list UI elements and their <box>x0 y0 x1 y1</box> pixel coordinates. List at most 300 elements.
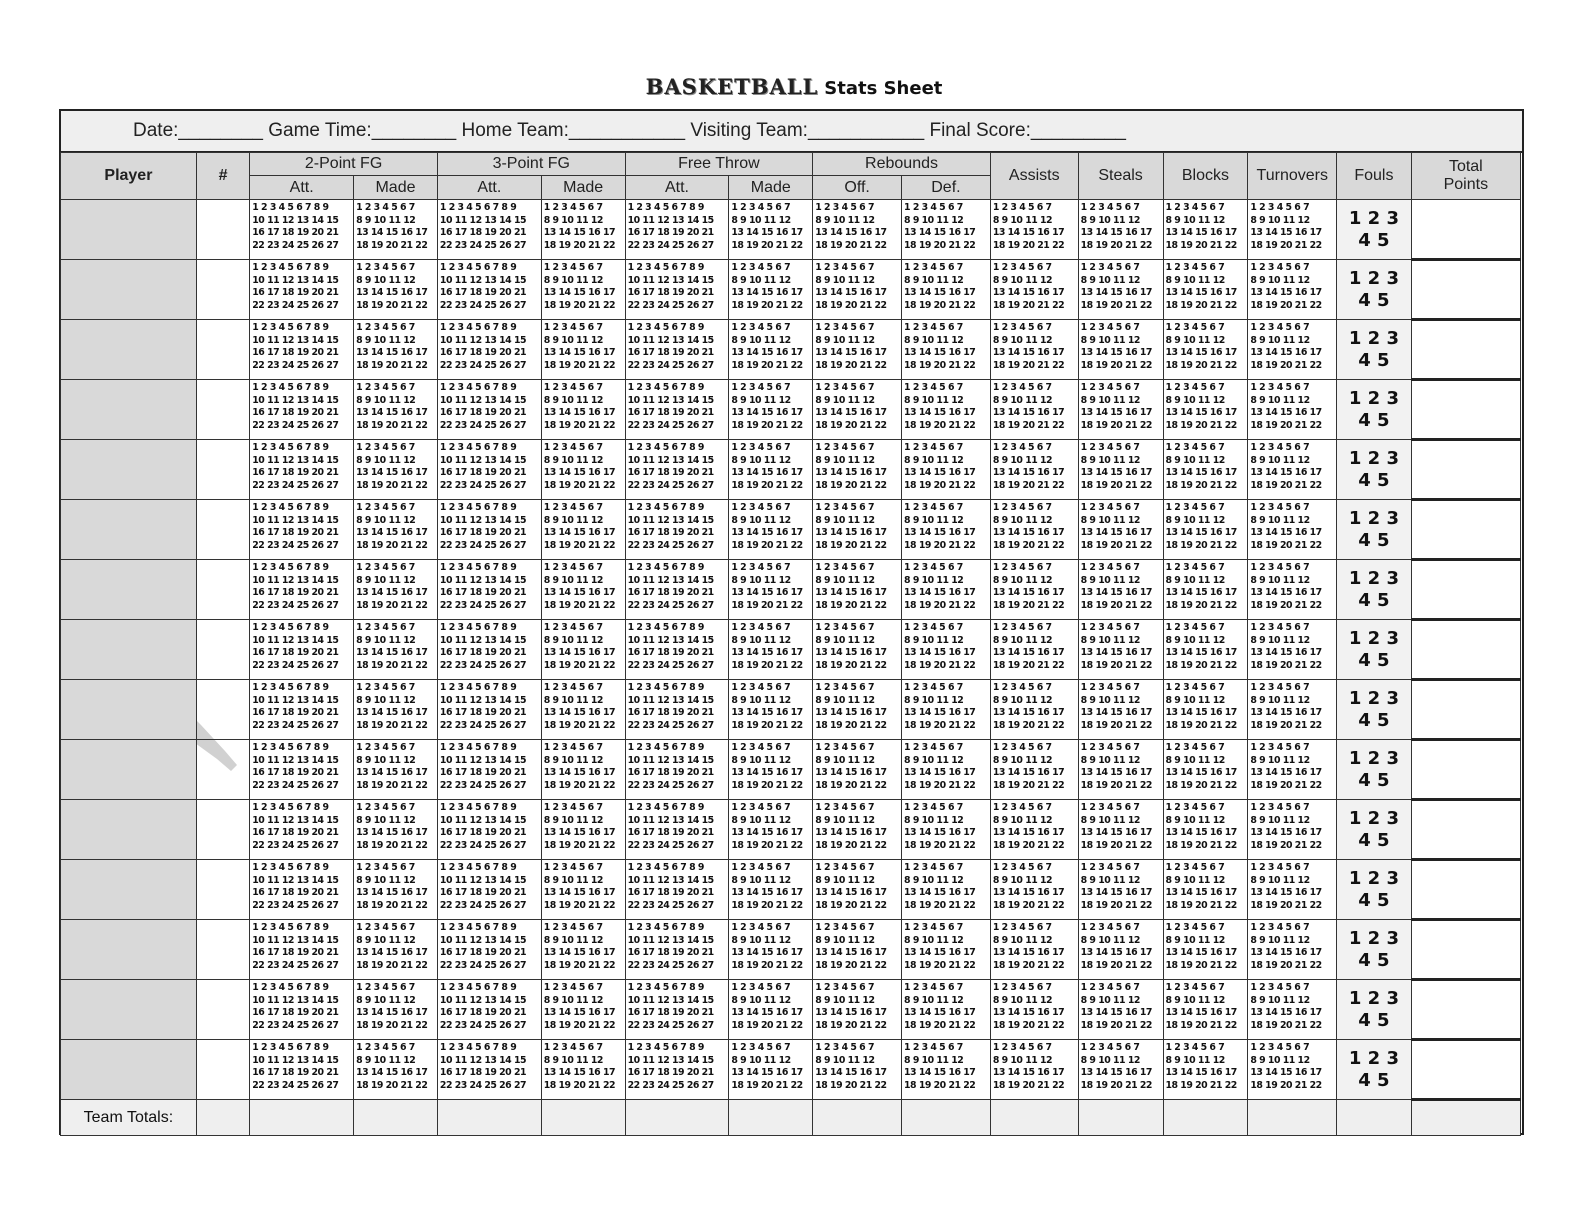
tally-made-cell[interactable] <box>1248 740 1337 800</box>
tally-made-cell[interactable] <box>541 320 625 380</box>
player-name-cell[interactable] <box>61 620 197 680</box>
tally-made-cell[interactable] <box>1078 560 1163 620</box>
tally-made-cell[interactable] <box>1248 800 1337 860</box>
tally-made-cell[interactable] <box>1248 260 1337 320</box>
tally-line: 13 14 15 16 17 <box>1165 1067 1237 1079</box>
tally-made-cell[interactable] <box>990 680 1078 740</box>
tally-made-cell[interactable] <box>813 500 902 560</box>
total-points-cell[interactable] <box>1411 500 1520 560</box>
tally-made-cell[interactable] <box>902 620 991 680</box>
tally-made-cell[interactable] <box>902 740 991 800</box>
totals-cell[interactable] <box>250 1100 354 1136</box>
tally-att-cell[interactable] <box>250 320 354 380</box>
tally-made-cell[interactable] <box>1163 860 1248 920</box>
totals-cell[interactable] <box>990 1100 1078 1136</box>
tally-made-cell[interactable] <box>354 320 438 380</box>
tally-made-cell[interactable] <box>354 680 438 740</box>
tally-made-cell[interactable] <box>354 740 438 800</box>
total-points-cell[interactable] <box>1411 380 1520 440</box>
tally-made-cell[interactable] <box>1163 680 1248 740</box>
fouls-cell[interactable] <box>1337 1040 1412 1100</box>
tally-att-cell[interactable] <box>437 920 541 980</box>
tally-made-cell[interactable] <box>902 320 991 380</box>
tally-made-cell[interactable] <box>1163 380 1248 440</box>
tally-made-cell[interactable] <box>902 260 991 320</box>
player-number-cell[interactable] <box>196 560 249 620</box>
tally-made-cell[interactable] <box>354 560 438 620</box>
tally-made-cell[interactable] <box>541 980 625 1040</box>
tally-att-cell[interactable] <box>437 740 541 800</box>
tally-att-cell[interactable] <box>625 680 729 740</box>
tally-line: 8 9 10 11 12 <box>731 1054 791 1066</box>
totals-cell[interactable] <box>437 1100 541 1136</box>
tally-att-cell[interactable] <box>250 1040 354 1100</box>
tally-line: 8 9 10 11 12 <box>1080 214 1140 226</box>
tally-att-cell[interactable] <box>625 920 729 980</box>
fouls-cell[interactable] <box>1337 740 1412 800</box>
fouls-cell[interactable] <box>1337 620 1412 680</box>
totals-cell[interactable] <box>729 1100 813 1136</box>
fouls-cell[interactable] <box>1337 800 1412 860</box>
tally-att-cell[interactable] <box>250 680 354 740</box>
tally-made-cell[interactable] <box>990 800 1078 860</box>
tally-att-cell[interactable] <box>250 260 354 320</box>
tally-line: 1 2 3 4 5 6 7 <box>1165 1042 1225 1053</box>
tally-made-cell[interactable] <box>813 320 902 380</box>
tally-made-cell[interactable] <box>729 800 813 860</box>
tally-made-cell[interactable] <box>813 1040 902 1100</box>
tally-made-cell[interactable] <box>729 260 813 320</box>
tally-made-cell[interactable] <box>729 860 813 920</box>
tally-made-cell[interactable] <box>729 440 813 500</box>
tally-made-cell[interactable] <box>813 260 902 320</box>
tally-made-cell[interactable] <box>1163 500 1248 560</box>
fouls-cell[interactable] <box>1337 200 1412 260</box>
tally-att-cell[interactable] <box>625 380 729 440</box>
tally-made-cell[interactable] <box>990 740 1078 800</box>
tally-made-cell[interactable] <box>813 860 902 920</box>
tally-line: 1 2 3 4 5 6 7 <box>815 922 874 933</box>
tally-made-cell[interactable] <box>902 1040 991 1100</box>
tally-line: 13 14 15 16 17 <box>904 887 976 899</box>
tally-made-cell[interactable] <box>1078 260 1163 320</box>
tally-made-cell[interactable] <box>990 980 1078 1040</box>
tally-made-cell[interactable] <box>541 740 625 800</box>
tally-att-cell[interactable] <box>625 740 729 800</box>
tally-made-cell[interactable] <box>354 920 438 980</box>
tally-made-cell[interactable] <box>354 860 438 920</box>
tally-att-cell[interactable] <box>250 560 354 620</box>
tally-made-cell[interactable] <box>354 1040 438 1100</box>
tally-att-cell[interactable] <box>250 860 354 920</box>
tally-made-cell[interactable] <box>1248 860 1337 920</box>
total-points-cell[interactable] <box>1411 920 1520 980</box>
tally-made-cell[interactable] <box>1163 620 1248 680</box>
tally-line: 13 14 15 16 17 <box>356 887 428 899</box>
fouls-cell[interactable] <box>1337 500 1412 560</box>
total-points-cell[interactable] <box>1411 620 1520 680</box>
tally-att-cell[interactable] <box>625 860 729 920</box>
tally-made-cell[interactable] <box>541 440 625 500</box>
tally-made-cell[interactable] <box>729 920 813 980</box>
tally-made-cell[interactable] <box>1163 980 1248 1040</box>
tally-line: 1 2 3 4 5 6 7 <box>904 262 963 273</box>
fouls-cell[interactable] <box>1337 920 1412 980</box>
tally-made-cell[interactable] <box>1078 1040 1163 1100</box>
tally-line: 22 23 24 25 26 27 <box>252 659 339 671</box>
fouls-cell[interactable] <box>1337 980 1412 1040</box>
tally-made-cell[interactable] <box>1078 320 1163 380</box>
tally-made-cell[interactable] <box>354 620 438 680</box>
fouls-tally-line: 4 5 <box>1358 349 1390 371</box>
player-name-cell[interactable] <box>61 740 197 800</box>
totals-cell[interactable] <box>354 1100 438 1136</box>
tally-line: 8 9 10 11 12 <box>992 994 1053 1006</box>
tally-made-cell[interactable] <box>1163 740 1248 800</box>
tally-made-cell[interactable] <box>1248 920 1337 980</box>
player-name-cell[interactable] <box>61 380 197 440</box>
tally-made-cell[interactable] <box>1163 920 1248 980</box>
tally-line: 8 9 10 11 12 <box>904 394 964 406</box>
tally-line: 1 2 3 4 5 6 7 <box>815 682 874 693</box>
tally-att-cell[interactable] <box>625 200 729 260</box>
tally-made-cell[interactable] <box>813 620 902 680</box>
tally-line: 1 2 3 4 5 6 7 8 9 <box>252 802 329 813</box>
player-number-cell[interactable] <box>196 200 249 260</box>
total-points-cell[interactable] <box>1411 800 1520 860</box>
tally-line: 1 2 3 4 5 6 7 8 9 <box>439 502 517 513</box>
tally-made-cell[interactable] <box>354 500 438 560</box>
tally-att-cell[interactable] <box>437 260 541 320</box>
tally-line: 1 2 3 4 5 6 7 <box>1080 322 1140 333</box>
player-number-cell[interactable] <box>196 740 249 800</box>
tally-att-cell[interactable] <box>250 440 354 500</box>
fouls-cell[interactable] <box>1337 320 1412 380</box>
player-name-cell[interactable] <box>61 860 197 920</box>
player-number-cell[interactable] <box>196 800 249 860</box>
player-number-cell[interactable] <box>196 500 249 560</box>
tally-att-cell[interactable] <box>250 380 354 440</box>
player-name-cell[interactable] <box>61 440 197 500</box>
tally-made-cell[interactable] <box>354 440 438 500</box>
totals-cell[interactable] <box>541 1100 625 1136</box>
player-number-cell[interactable] <box>196 920 249 980</box>
tally-made-cell[interactable] <box>902 920 991 980</box>
tally-made-cell[interactable] <box>1078 800 1163 860</box>
tally-made-cell[interactable] <box>729 620 813 680</box>
tally-made-cell[interactable] <box>729 500 813 560</box>
player-number-cell[interactable] <box>196 380 249 440</box>
tally-att-cell[interactable] <box>625 620 729 680</box>
tally-att-cell[interactable] <box>625 1040 729 1100</box>
player-number-cell[interactable] <box>196 860 249 920</box>
tally-made-cell[interactable] <box>729 200 813 260</box>
total-points-cell[interactable] <box>1411 980 1520 1040</box>
player-number-cell[interactable] <box>196 680 249 740</box>
tally-att-cell[interactable] <box>437 560 541 620</box>
tally-line: 18 19 20 21 22 <box>356 779 428 791</box>
tally-line: 1 2 3 4 5 6 7 8 9 <box>439 1042 517 1053</box>
tally-made-cell[interactable] <box>729 380 813 440</box>
tally-made-cell[interactable] <box>813 200 902 260</box>
tally-line: 13 14 15 16 17 <box>992 467 1065 479</box>
total-points-cell[interactable] <box>1411 680 1520 740</box>
fouls-cell[interactable] <box>1337 260 1412 320</box>
tally-att-cell[interactable] <box>437 380 541 440</box>
tally-made-cell[interactable] <box>902 560 991 620</box>
tally-line: 1 2 3 4 5 6 7 <box>356 502 415 513</box>
tally-made-cell[interactable] <box>1078 860 1163 920</box>
tally-made-cell[interactable] <box>729 320 813 380</box>
total-points-cell[interactable] <box>1411 1040 1520 1100</box>
tally-made-cell[interactable] <box>1078 440 1163 500</box>
tally-line: 18 19 20 21 22 <box>731 719 803 731</box>
tally-made-cell[interactable] <box>990 560 1078 620</box>
tally-line: 13 14 15 16 17 <box>543 527 616 539</box>
tally-made-cell[interactable] <box>1078 500 1163 560</box>
tally-made-cell[interactable] <box>729 980 813 1040</box>
player-number-cell[interactable] <box>196 1040 249 1100</box>
tally-line: 22 23 24 25 26 27 <box>252 839 339 851</box>
player-number-cell[interactable] <box>196 980 249 1040</box>
tally-made-cell[interactable] <box>1078 200 1163 260</box>
totals-cell[interactable] <box>1411 1100 1520 1136</box>
tally-line: 18 19 20 21 22 <box>543 1079 616 1091</box>
tally-made-cell[interactable] <box>1078 380 1163 440</box>
tally-made-cell[interactable] <box>541 620 625 680</box>
tally-made-cell[interactable] <box>541 920 625 980</box>
tally-made-cell[interactable] <box>1248 560 1337 620</box>
fouls-cell[interactable] <box>1337 380 1412 440</box>
tally-made-cell[interactable] <box>354 380 438 440</box>
tally-made-cell[interactable] <box>813 380 902 440</box>
player-name-cell[interactable] <box>61 260 197 320</box>
player-number-cell[interactable] <box>196 260 249 320</box>
player-name-cell[interactable] <box>61 200 197 260</box>
tally-made-cell[interactable] <box>902 440 991 500</box>
tally-made-cell[interactable] <box>990 920 1078 980</box>
tally-att-cell[interactable] <box>437 620 541 680</box>
total-points-cell[interactable] <box>1411 860 1520 920</box>
tally-made-cell[interactable] <box>1078 980 1163 1040</box>
tally-att-cell[interactable] <box>437 1040 541 1100</box>
tally-att-cell[interactable] <box>437 440 541 500</box>
tally-made-cell[interactable] <box>1163 260 1248 320</box>
tally-made-cell[interactable] <box>1163 560 1248 620</box>
tally-att-cell[interactable] <box>437 320 541 380</box>
tally-made-cell[interactable] <box>813 680 902 740</box>
tally-made-cell[interactable] <box>813 440 902 500</box>
fouls-cell[interactable] <box>1337 680 1412 740</box>
tally-made-cell[interactable] <box>1248 1040 1337 1100</box>
tally-made-cell[interactable] <box>990 620 1078 680</box>
totals-cell[interactable] <box>1248 1100 1337 1136</box>
tally-made-cell[interactable] <box>990 260 1078 320</box>
tally-made-cell[interactable] <box>541 800 625 860</box>
tally-line: 16 17 18 19 20 21 <box>439 887 527 899</box>
tally-made-cell[interactable] <box>813 560 902 620</box>
tally-made-cell[interactable] <box>813 800 902 860</box>
tally-line: 18 19 20 21 22 <box>904 239 976 251</box>
tally-made-cell[interactable] <box>990 1040 1078 1100</box>
header-three-point: 3-Point FG <box>437 153 625 176</box>
tally-att-cell[interactable] <box>250 620 354 680</box>
totals-cell[interactable] <box>625 1100 729 1136</box>
tally-made-cell[interactable] <box>1248 380 1337 440</box>
totals-cell[interactable] <box>1337 1100 1412 1136</box>
tally-line: 18 19 20 21 22 <box>731 959 803 971</box>
tally-line: 16 17 18 19 20 21 <box>252 707 339 719</box>
tally-line: 8 9 10 11 12 <box>731 454 791 466</box>
tally-made-cell[interactable] <box>813 980 902 1040</box>
tally-made-cell[interactable] <box>1078 620 1163 680</box>
totals-cell[interactable] <box>1078 1100 1163 1136</box>
tally-made-cell[interactable] <box>990 320 1078 380</box>
tally-made-cell[interactable] <box>1248 200 1337 260</box>
tally-line: 13 14 15 16 17 <box>815 227 887 239</box>
tally-made-cell[interactable] <box>1248 980 1337 1040</box>
tally-made-cell[interactable] <box>541 200 625 260</box>
tally-att-cell[interactable] <box>250 500 354 560</box>
tally-made-cell[interactable] <box>1248 320 1337 380</box>
total-points-cell[interactable] <box>1411 260 1520 320</box>
tally-made-cell[interactable] <box>354 800 438 860</box>
tally-made-cell[interactable] <box>1248 620 1337 680</box>
total-points-cell[interactable] <box>1411 560 1520 620</box>
tally-made-cell[interactable] <box>902 800 991 860</box>
fouls-cell[interactable] <box>1337 440 1412 500</box>
tally-line: 13 14 15 16 17 <box>1250 767 1322 779</box>
tally-line: 18 19 20 21 22 <box>1165 1019 1237 1031</box>
tally-made-cell[interactable] <box>902 380 991 440</box>
tally-made-cell[interactable] <box>541 500 625 560</box>
tally-made-cell[interactable] <box>1163 200 1248 260</box>
player-name-cell[interactable] <box>61 320 197 380</box>
tally-line: 13 14 15 16 17 <box>1250 947 1322 959</box>
tally-made-cell[interactable] <box>1248 680 1337 740</box>
tally-made-cell[interactable] <box>1163 800 1248 860</box>
player-name-cell[interactable] <box>61 500 197 560</box>
player-name-cell[interactable] <box>61 920 197 980</box>
tally-att-cell[interactable] <box>437 200 541 260</box>
team-totals-row <box>61 1100 1521 1136</box>
tally-line: 22 23 24 25 26 27 <box>252 719 339 731</box>
player-name-cell[interactable] <box>61 680 197 740</box>
tally-made-cell[interactable] <box>354 980 438 1040</box>
tally-att-cell[interactable] <box>625 500 729 560</box>
tally-att-cell[interactable] <box>625 320 729 380</box>
total-points-cell[interactable] <box>1411 200 1520 260</box>
tally-att-cell[interactable] <box>250 980 354 1040</box>
tally-att-cell[interactable] <box>437 800 541 860</box>
tally-made-cell[interactable] <box>1078 920 1163 980</box>
tally-made-cell[interactable] <box>990 380 1078 440</box>
tally-line: 1 2 3 4 5 6 7 <box>992 382 1052 393</box>
tally-made-cell[interactable] <box>813 920 902 980</box>
tally-line: 1 2 3 4 5 6 7 8 9 <box>439 382 517 393</box>
tally-line: 8 9 10 11 12 <box>731 994 791 1006</box>
tally-att-cell[interactable] <box>250 800 354 860</box>
tally-made-cell[interactable] <box>729 1040 813 1100</box>
tally-made-cell[interactable] <box>541 260 625 320</box>
totals-cell[interactable] <box>1163 1100 1248 1136</box>
tally-att-cell[interactable] <box>625 560 729 620</box>
player-name-cell[interactable] <box>61 980 197 1040</box>
tally-made-cell[interactable] <box>729 740 813 800</box>
tally-att-cell[interactable] <box>437 500 541 560</box>
player-name-cell[interactable] <box>61 560 197 620</box>
player-number-cell[interactable] <box>196 620 249 680</box>
tally-made-cell[interactable] <box>1078 740 1163 800</box>
tally-made-cell[interactable] <box>541 860 625 920</box>
tally-made-cell[interactable] <box>990 500 1078 560</box>
total-points-cell[interactable] <box>1411 740 1520 800</box>
tally-made-cell[interactable] <box>813 740 902 800</box>
tally-made-cell[interactable] <box>1163 1040 1248 1100</box>
tally-made-cell[interactable] <box>1248 500 1337 560</box>
tally-line: 13 14 15 16 17 <box>992 347 1065 359</box>
totals-cell[interactable] <box>196 1100 249 1136</box>
tally-att-cell[interactable] <box>437 860 541 920</box>
tally-made-cell[interactable] <box>1078 680 1163 740</box>
totals-cell[interactable] <box>902 1100 991 1136</box>
tally-att-cell[interactable] <box>250 200 354 260</box>
tally-line: 8 9 10 11 12 <box>992 754 1053 766</box>
tally-made-cell[interactable] <box>1163 320 1248 380</box>
tally-made-cell[interactable] <box>1248 440 1337 500</box>
total-points-cell[interactable] <box>1411 320 1520 380</box>
tally-att-cell[interactable] <box>437 680 541 740</box>
tally-att-cell[interactable] <box>625 440 729 500</box>
tally-att-cell[interactable] <box>250 740 354 800</box>
tally-made-cell[interactable] <box>1163 440 1248 500</box>
title-brand: BASKETBALL <box>645 74 819 99</box>
tally-made-cell[interactable] <box>990 440 1078 500</box>
tally-made-cell[interactable] <box>729 560 813 620</box>
tally-made-cell[interactable] <box>729 680 813 740</box>
tally-att-cell[interactable] <box>250 920 354 980</box>
tally-att-cell[interactable] <box>625 260 729 320</box>
tally-att-cell[interactable] <box>625 800 729 860</box>
tally-line: 1 2 3 4 5 6 7 8 9 <box>627 682 704 693</box>
tally-made-cell[interactable] <box>354 200 438 260</box>
tally-made-cell[interactable] <box>541 380 625 440</box>
tally-line: 13 14 15 16 17 <box>815 527 887 539</box>
tally-att-cell[interactable] <box>625 980 729 1040</box>
totals-cell[interactable] <box>813 1100 902 1136</box>
tally-made-cell[interactable] <box>541 560 625 620</box>
fouls-cell[interactable] <box>1337 560 1412 620</box>
tally-made-cell[interactable] <box>541 1040 625 1100</box>
tally-made-cell[interactable] <box>902 860 991 920</box>
player-name-cell[interactable] <box>61 1040 197 1100</box>
tally-made-cell[interactable] <box>902 980 991 1040</box>
player-number-cell[interactable] <box>196 440 249 500</box>
player-name-cell[interactable] <box>61 800 197 860</box>
total-points-cell[interactable] <box>1411 440 1520 500</box>
tally-made-cell[interactable] <box>990 200 1078 260</box>
tally-made-cell[interactable] <box>354 260 438 320</box>
tally-made-cell[interactable] <box>990 860 1078 920</box>
fouls-cell[interactable] <box>1337 860 1412 920</box>
tally-made-cell[interactable] <box>902 200 991 260</box>
tally-made-cell[interactable] <box>902 500 991 560</box>
fouls-tally-line: 4 5 <box>1358 1069 1390 1091</box>
tally-made-cell[interactable] <box>902 680 991 740</box>
player-number-cell[interactable] <box>196 320 249 380</box>
tally-made-cell[interactable] <box>541 680 625 740</box>
tally-att-cell[interactable] <box>437 980 541 1040</box>
